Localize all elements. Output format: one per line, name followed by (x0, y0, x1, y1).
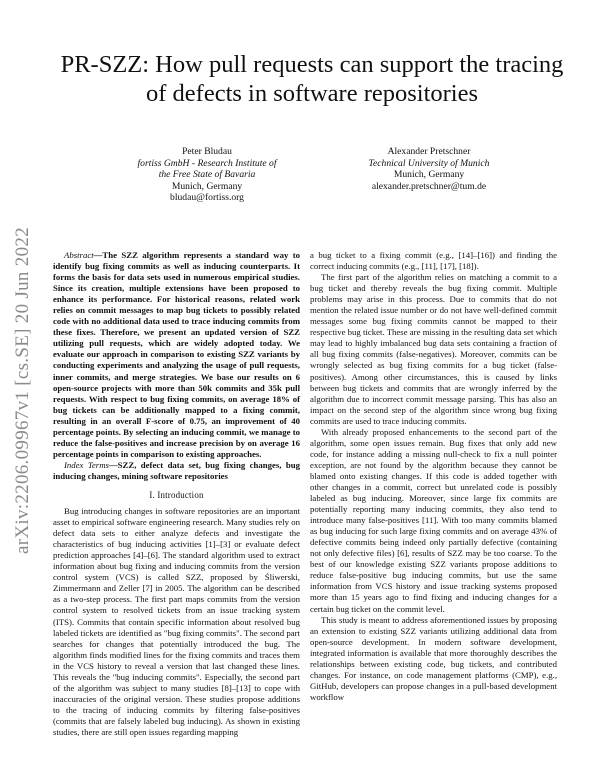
index-terms-label: Index Terms (64, 459, 109, 470)
author-affiliation: Technical University of Munich (368, 157, 490, 169)
author-affiliation: fortiss GmbH - Research Institute of (137, 157, 277, 169)
index-terms-text: —SZZ, defect data set, bug fixing changes, bug inducing changes, mining software repositories (53, 459, 300, 481)
section-heading-introduction: I. Introduction (149, 489, 204, 500)
abstract-paragraph (53, 250, 300, 460)
arxiv-identifier-stamp (6, 226, 40, 554)
right-column (310, 250, 557, 703)
author-email: bludau@fortiss.org (170, 192, 244, 204)
body-paragraph: Bug introducing changes in software repositories are an important asset to empirical software engineering research. Many studies rely on defect data sets to either analyze defects and investigate the characteristics of bug inducing activities [1]–[3] or evaluate defect prediction approaches [4]–[6]. The standard algorithm used to extract information about bug fixing and inducing commits from the version control system (VCS) is called SZZ, proposed by Śliwerski, Zimmermann and Zeller [7] in 2005. The algorithm can be described as a two-step process. The first part maps commits from the version control system to resolved tickets from an issue tracking system (ITS). Commits that contain specific information about resolved bug labeled tickets are identified as "bug fixing commits". The second part searches for changes that potentially introduced the bug. The algorithm finds modified lines for the fixing commits and traces them in the VCS history to reveal a version that last changed these lines. This reveals the "bug inducing commits". Especially, the second part of the algorithm was subject to many studies [8]–[13] to cope with inaccuracies of the original version. These studies propose additions to the tracing of inducing commits by filtering false-positives (commits that are falsely labeled bug inducing). As shown in existing studies, there are still open issues regarding mapping (53, 506, 300, 737)
author-block-1 (102, 146, 312, 204)
body-paragraph: This study is meant to address aforementioned issues by proposing an extension to existing SZZ variants utilizing additional data from open-source development. In modern software development, integrated information is available that more thoroughly describes the relationships between existing code, bug tickets, and contributed changes. For instance, on code management platforms (CMP), e.g., GitHub, developers can propose changes in a pull-based development workflow (310, 614, 557, 702)
author-name: Alexander Pretschner (387, 146, 471, 157)
author-location: Munich, Germany (393, 169, 465, 181)
left-column (53, 250, 300, 738)
author-block-2 (324, 146, 534, 192)
author-location: Munich, Germany (171, 180, 243, 192)
abstract-text: —The SZZ algorithm represents a standard way to identify bug fixing commits as well as inducing counterparts. It forms the basis for data sets used in numerous empirical studies. Since its creation, multiple extensions have been proposed to enhance its performance. For historical reasons, related work relies on commit messages to map bug tickets to possibly related code with no additional data used to trace inducing commits from these fixes. Therefore, we present an updated version of SZZ utilizing pull requests, which are widely adopted today. We evaluate our approach in comparison to existing SZZ variants by conducting experiments and analyzing the usage of pull requests, inner commits, and merge strategies. We base our results on 6 open-source projects with more than 50k commits and 35k pull requests. With respect to bug fixing commits, on average 18% of bug tickets can be additionally mapped to a fixing commit, resulting in an overall F-score of 0.75, an improvement of 40 percentage points. By selecting an inducing commit, we manage to reduce the false-positives and increase precision by on average 16 percentage points in comparison to existing approaches. (53, 250, 300, 459)
author-email: alexander.pretschner@tum.de (371, 180, 487, 192)
index-terms-paragraph (53, 460, 300, 482)
author-name: Peter Bludau (182, 146, 232, 157)
arxiv-identifier-text: arXiv:2206.09967v1 [cs.SE] 20 Jun 2022 (12, 226, 33, 554)
body-paragraph: The first part of the algorithm relies on matching a commit to a bug ticket and thereby reveals the bug fixing commit. Multiple problems may arise in this process. Due to commits that do not mention the related issue number or do not have well-defined commit messages some bug fixing commits cannot be mapped to their respective bug ticket. These are missing in the resulting data set which may lead to highly imbalanced bug data sets containing a fraction of all bug fixing commits (false-negatives). Moreover, commits can be wrongly selected as bug fixing commits for a bug ticket (false-positives). Among other circumstances, this is caused by links between bug tickets and commits that are wrongly inferred by the algorithm due to incorrect commit message parsing. This has also an impact on the second step of the algorithm since wrong bug fixing commits are used to trace inducing commits. (310, 272, 557, 426)
paper-title: PR-SZZ: How pull requests can support the tracing of defects in software repositories (60, 51, 564, 107)
abstract-label: Abstract (64, 250, 94, 260)
body-paragraph: With already proposed enhancements to the second part of the algorithm, some open issues remain. Bug fixes that only add new code, for instance adding a missing null-check to fix a null pointer exception, are not found by the algorithm because they cannot be blamed onto existing changes. If this code is added together with other changes in a commit, correct but unrelated code is possibly labeled as bug inducing. Moreover, since large fix commits are potentially reporting many inducing commits, they also tend to introduce many false-positives [11]. With too many commits blamed as bug inducing for such large fixing commits and on average 43% of defective commits being indeed only partially defective (containing not only defective files) [6], results of SZZ may be too coarse. To the best of our knowledge existing SZZ variants propose additions to reduce false-positive bug inducing commits, but use the same information from VCS history and issue tracking systems proposed more than 15 years ago to find fixing and inducing changes for a certain bug ticket on the commit level. (310, 426, 557, 614)
author-affiliation: the Free State of Bavaria (158, 169, 256, 181)
body-paragraph: a bug ticket to a fixing commit (e.g., [14]–[16]) and finding the correct inducing commits (e.g., [11], [17], [18]). (310, 250, 557, 272)
